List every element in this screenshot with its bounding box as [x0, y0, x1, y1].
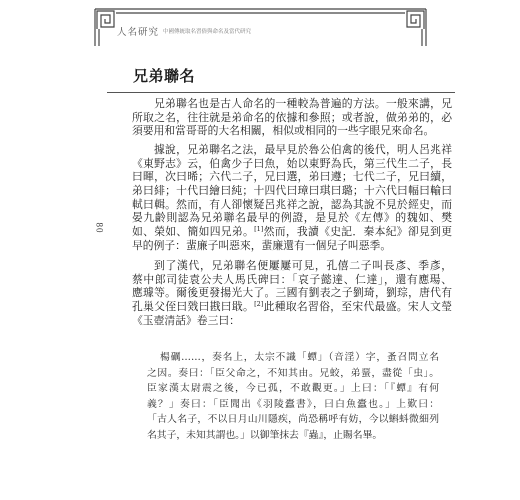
text-line: 晏九齡則認為兄弟聯名最早的例證，是見於《左傳》的魏如、樊: [132, 211, 452, 225]
text-line: 《玉壺清話》卷三曰：: [132, 313, 240, 327]
paragraph-2: [132, 143, 452, 253]
quote-line: 義？」奏曰：「臣聞出《羽陵蠹書》，曰白魚蠹也。」上歎曰：: [147, 398, 439, 410]
footnote-marker[interactable]: [1]: [254, 225, 264, 234]
text-line: 《東野志》云，伯禽少子曰魚，始以東野為氏，第三代生二子，長: [132, 156, 452, 170]
text-line: [132, 300, 452, 314]
corner-fret-left: [97, 11, 114, 29]
block-quotation: [147, 350, 439, 444]
text-line: 兄弟聯名也是古人命名的一種較為普遍的方法。一般來講，兄: [154, 97, 452, 110]
text-line: 早的例子：蜚廉子叫惡來，蜚廉還有一個兒子叫惡季。: [132, 238, 392, 252]
quote-line: 臣家漢太尉震之後，今已孤，不敢觀更。」上曰：「『蟫』有何: [147, 383, 439, 395]
corner-fret-right: [407, 11, 424, 29]
quote-line: 名其子，未知其謂也。」以御筆抹去『蟲』，止賜名畢。: [147, 429, 383, 441]
quote-line: 之因。奏曰：「臣父命之，不知其由。兄蛟，弟蝁，盡從「虫」。: [147, 367, 439, 379]
text-line: 曰暉，次曰晞；六代二子，兄曰選，弟曰遵；七代二子，兄曰續，: [132, 170, 452, 184]
frame-left-edge: [95, 9, 99, 46]
text-line: 應璩等。爾後更發揚光大了。三國有劉表之子劉琦，劉琮，唐代有: [132, 286, 452, 300]
running-header-subtitle: 中國傳統取名習俗與命名及當代研究: [163, 29, 252, 35]
page-number: 80: [94, 222, 105, 234]
paragraph-1: [132, 97, 452, 138]
paragraph-3: [132, 259, 452, 327]
footnote-marker[interactable]: [2]: [254, 300, 264, 309]
title-rule: [107, 92, 455, 93]
text-segment: 此種取名習俗，至宋代最盛。宋人文瑩: [263, 300, 452, 314]
text-line: 據說，兄弟聯名之法，最早見於魯公伯禽的後代，明人呂兆祥: [154, 143, 452, 156]
running-header-title: 人名研究: [117, 27, 160, 38]
frame-top-border: [95, 9, 426, 13]
frame-right-edge: [422, 9, 426, 46]
text-line: 軾曰輯。然而，有人卻懷疑呂兆祥之說，認為其說不見於經史，而: [132, 197, 452, 211]
text-line: 到了漢代，兄弟聯名便屢屢可見，孔僖二子叫長彥、季彥，: [154, 259, 452, 272]
section-title: 兄弟聯名: [133, 67, 196, 85]
text-line: 蔡中郎司徒袁公夫人馬氏碑曰：「哀子懿達、仁達」，還有應瑒、: [132, 272, 452, 286]
text-segment: 如、榮如、簡如四兄弟。: [132, 225, 255, 239]
text-line: 所取之名，往往就是弟命名的依據和參照；或者說，做弟弟的，必: [132, 110, 452, 124]
text-line: 弟曰緋；十代曰繪曰純；十四代曰璋曰琪曰璐；十六代曰幅曰輸曰: [132, 184, 452, 198]
text-segment: 然而，我讀《史記．秦本紀》卻見到更: [263, 225, 452, 239]
quote-line: 「古人名子，不以日月山川隱疾，尚恐稱呼有妨，今以蝌蚪微細列: [147, 414, 439, 426]
text-segment: 孔巢父侄曰戣曰戡曰戢。: [132, 300, 255, 314]
quote-line: 楊礪……，奏名上，太宗不識「蟫」（音淫）字，蚤召問立名: [160, 352, 439, 363]
text-line: [132, 225, 452, 239]
text-line: 須要用和當哥哥的大名相關，相似或相同的一些字眼兄來命名。: [132, 124, 435, 138]
